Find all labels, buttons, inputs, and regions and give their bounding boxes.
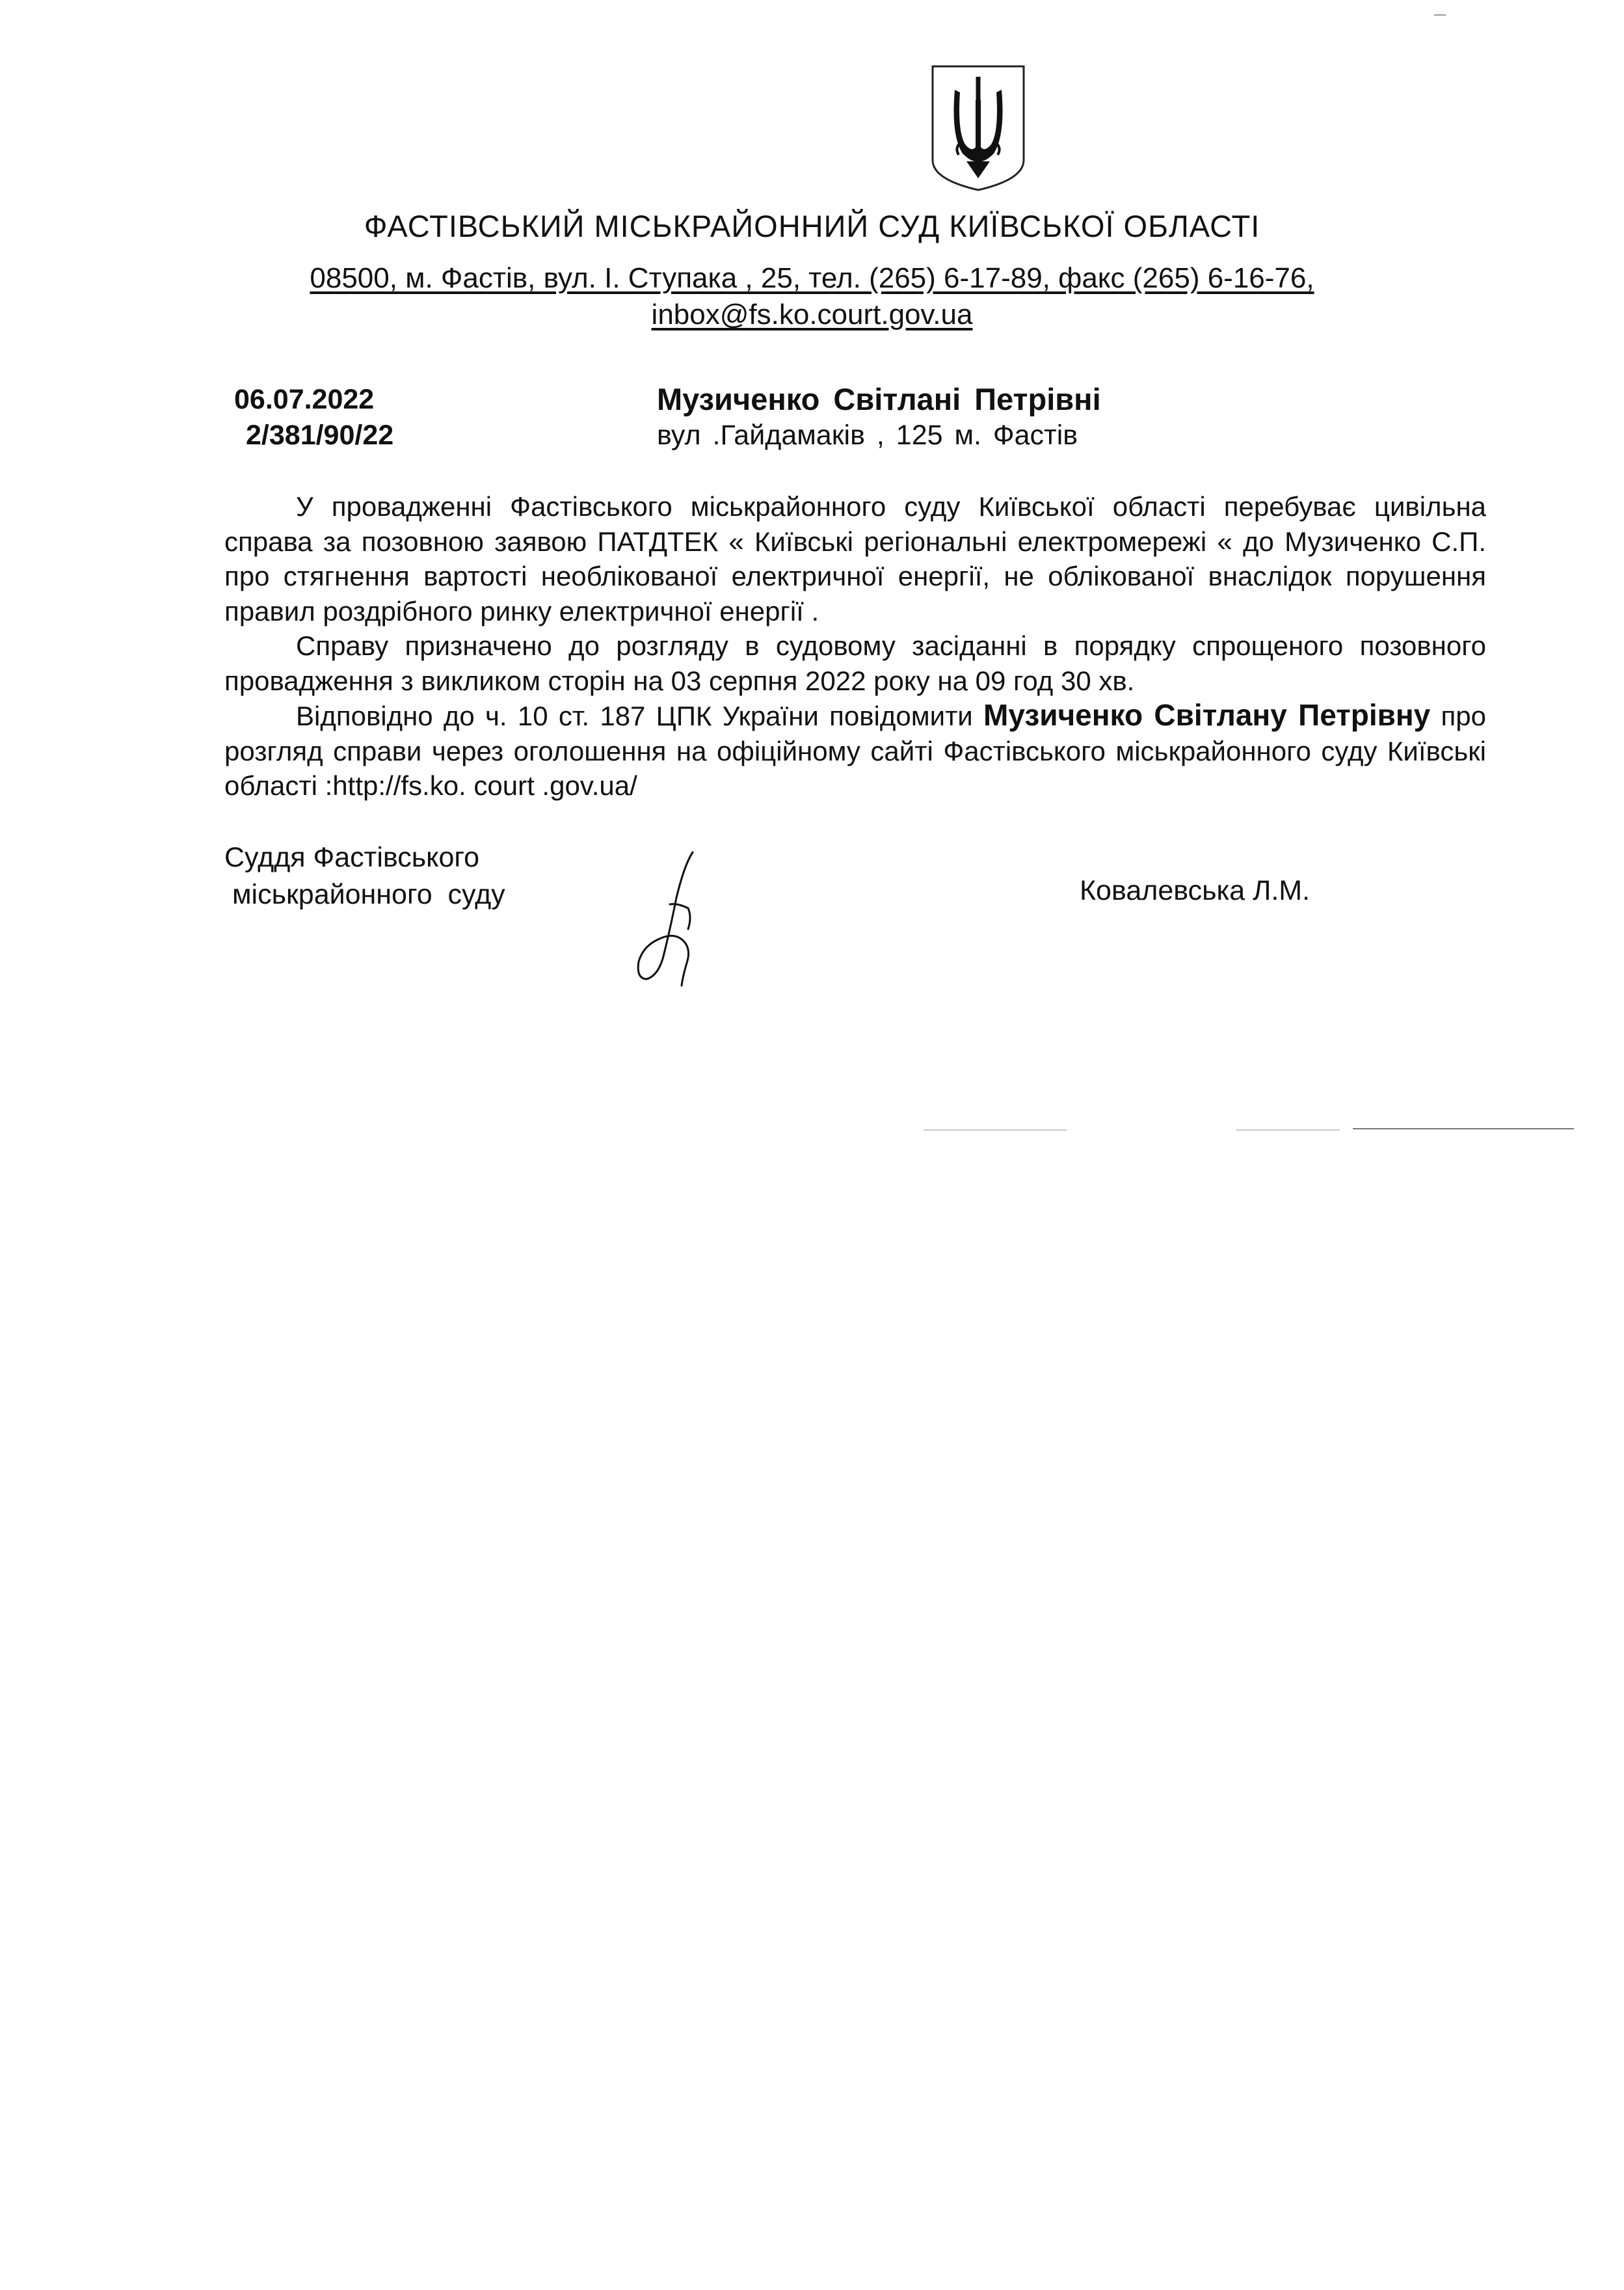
notice-text-end: про розгляд справи через оголошення на офіційному сайті Фастівського міськрайонного суду Київські області :http://fs.ko. court .gov.ua/ bbox=[224, 701, 1486, 801]
court-title: ФАСТІВСЬКИЙ МІСЬКРАЙОННИЙ СУД КИЇВСЬКОЇ ОБЛАСТІ bbox=[364, 209, 1260, 243]
trident-coat-of-arms-icon bbox=[929, 64, 1028, 193]
judge-title-line: Суддя Фастівського bbox=[224, 842, 480, 873]
scan-artifact bbox=[1434, 14, 1446, 16]
judge-name: Ковалевська Л.М. bbox=[1080, 875, 1311, 906]
notice-text: Відповідно до ч. 10 ст. 187 ЦПК України повідомити bbox=[296, 701, 984, 731]
letter-body bbox=[224, 489, 1486, 803]
scan-artifact bbox=[1353, 1128, 1574, 1129]
court-email: inbox@fs.ko.court.gov.ua bbox=[651, 299, 973, 330]
court-address-line: 08500, м. Фастів, вул. І. Ступака , 25, тел. (265) 6-17-89, факс (265) 6-16-76, bbox=[310, 262, 1314, 294]
paragraph-hearing: Справу призначено до розгляду в судовому засіданні в порядку спрощеного позовного провадження з викликом сторін на 03 серпня 2022 року на 09 год 30 хв. bbox=[224, 630, 1486, 696]
scan-artifact bbox=[1236, 1129, 1340, 1131]
recipient-address: вул .Гайдамаків , 125 м. Фастів bbox=[657, 420, 1078, 451]
court-address bbox=[0, 260, 1624, 333]
paragraph-case: У провадженні Фастівського міськрайонного суду Київської області перебуває цивільна справа за позовною заявою ПАТДТЕК « Київські регіональні електромережі « до Музиченко С.П. про стягнення вартості необлікованої електричної енергії, не облікованої внаслідок порушення правил роздрібного ринку електричної енергії . bbox=[224, 491, 1486, 626]
judge-title-line: міськрайонного суду bbox=[224, 879, 505, 910]
notice-person: Музиченко Світлану Петрівну bbox=[983, 698, 1431, 732]
outgoing-number: 2/381/90/22 bbox=[246, 420, 394, 451]
document-date: 06.07.2022 bbox=[234, 384, 375, 415]
recipient-name: Музиченко Світлані Петрівні bbox=[657, 382, 1101, 416]
paragraph-notice bbox=[224, 698, 1486, 803]
judge-title bbox=[224, 839, 505, 913]
handwritten-signature-icon bbox=[624, 846, 715, 989]
scan-artifact bbox=[924, 1129, 1067, 1131]
